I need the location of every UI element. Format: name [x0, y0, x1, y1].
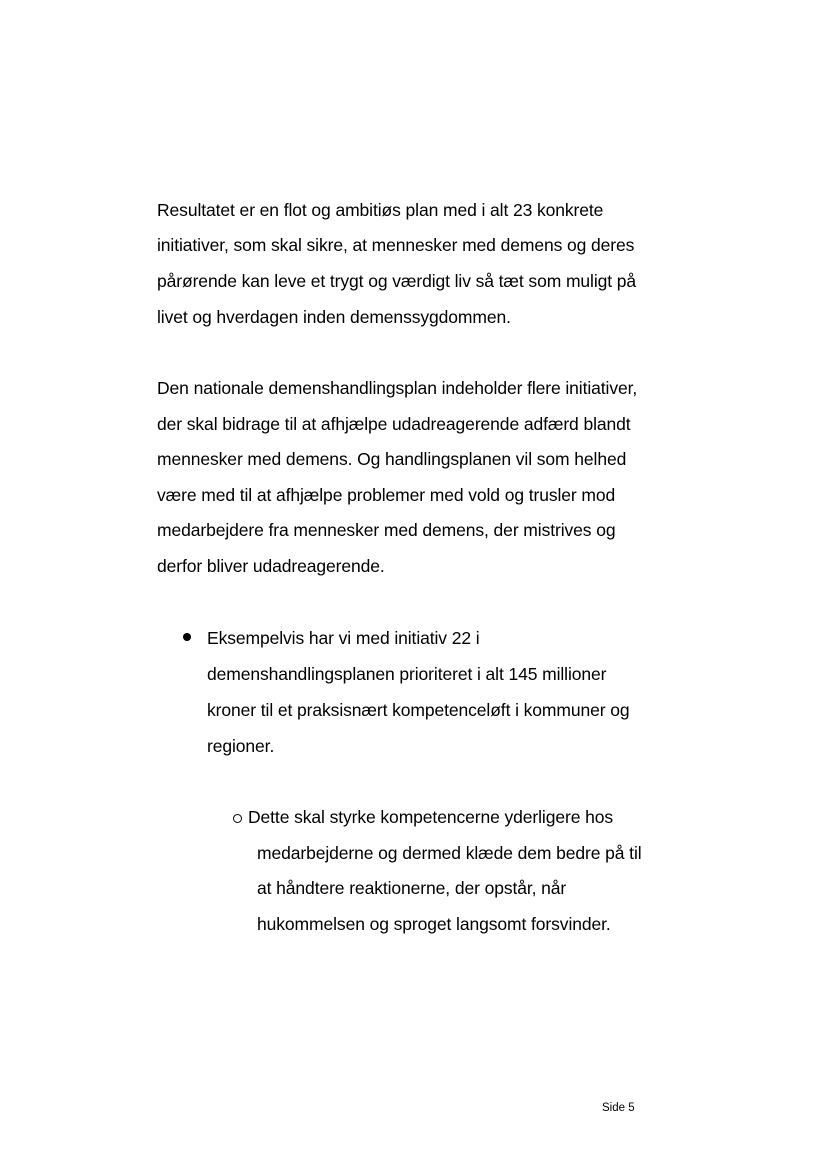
bullet-line: demenshandlingsplanen prioriteret i alt 145 millioner: [207, 664, 607, 684]
hollow-circle-bullet-icon: [233, 814, 242, 823]
sub-bullet-line: hukommelsen og sproget langsomt forsvinder.: [257, 914, 611, 934]
bullet-line: Eksempelvis har vi med initiativ 22 i: [207, 628, 480, 648]
paragraph-line: være med til at afhjælpe problemer med vold og trusler mod: [157, 485, 616, 505]
bullet-line: kroner til et praksisnært kompetenceløft i kommuner og: [207, 700, 630, 720]
page-number: Side 5: [602, 1102, 635, 1114]
paragraph-line: derfor bliver udadreagerende.: [157, 556, 385, 576]
sub-bullet-line: Dette skal styrke kompetencerne yderligere hos: [248, 807, 614, 827]
bullet-icon: [183, 633, 191, 641]
paragraph-line: initiativer, som skal sikre, at mennesker med demens og deres: [157, 235, 635, 255]
sub-bullet-line: at håndtere reaktionerne, der opstår, når: [257, 878, 567, 898]
paragraph-line: mennesker med demens. Og handlingsplanen vil som helhed: [157, 449, 627, 469]
bullet-line: regioner.: [207, 736, 275, 756]
sub-bullet-line: medarbejderne og dermed klæde dem bedre på til: [257, 843, 642, 863]
paragraph-line: livet og hverdagen inden demenssygdommen.: [157, 307, 511, 327]
paragraph-line: pårørende kan leve et trygt og værdigt liv så tæt som muligt på: [157, 271, 637, 291]
paragraph-line: medarbejdere fra mennesker med demens, der mistrives og: [157, 520, 616, 540]
paragraph-line: Resultatet er en flot og ambitiøs plan med i alt 23 konkrete: [157, 200, 604, 220]
paragraph-line: der skal bidrage til at afhjælpe udadreagerende adfærd blandt: [157, 414, 631, 434]
paragraph-line: Den nationale demenshandlingsplan indeholder flere initiativer,: [157, 378, 638, 398]
